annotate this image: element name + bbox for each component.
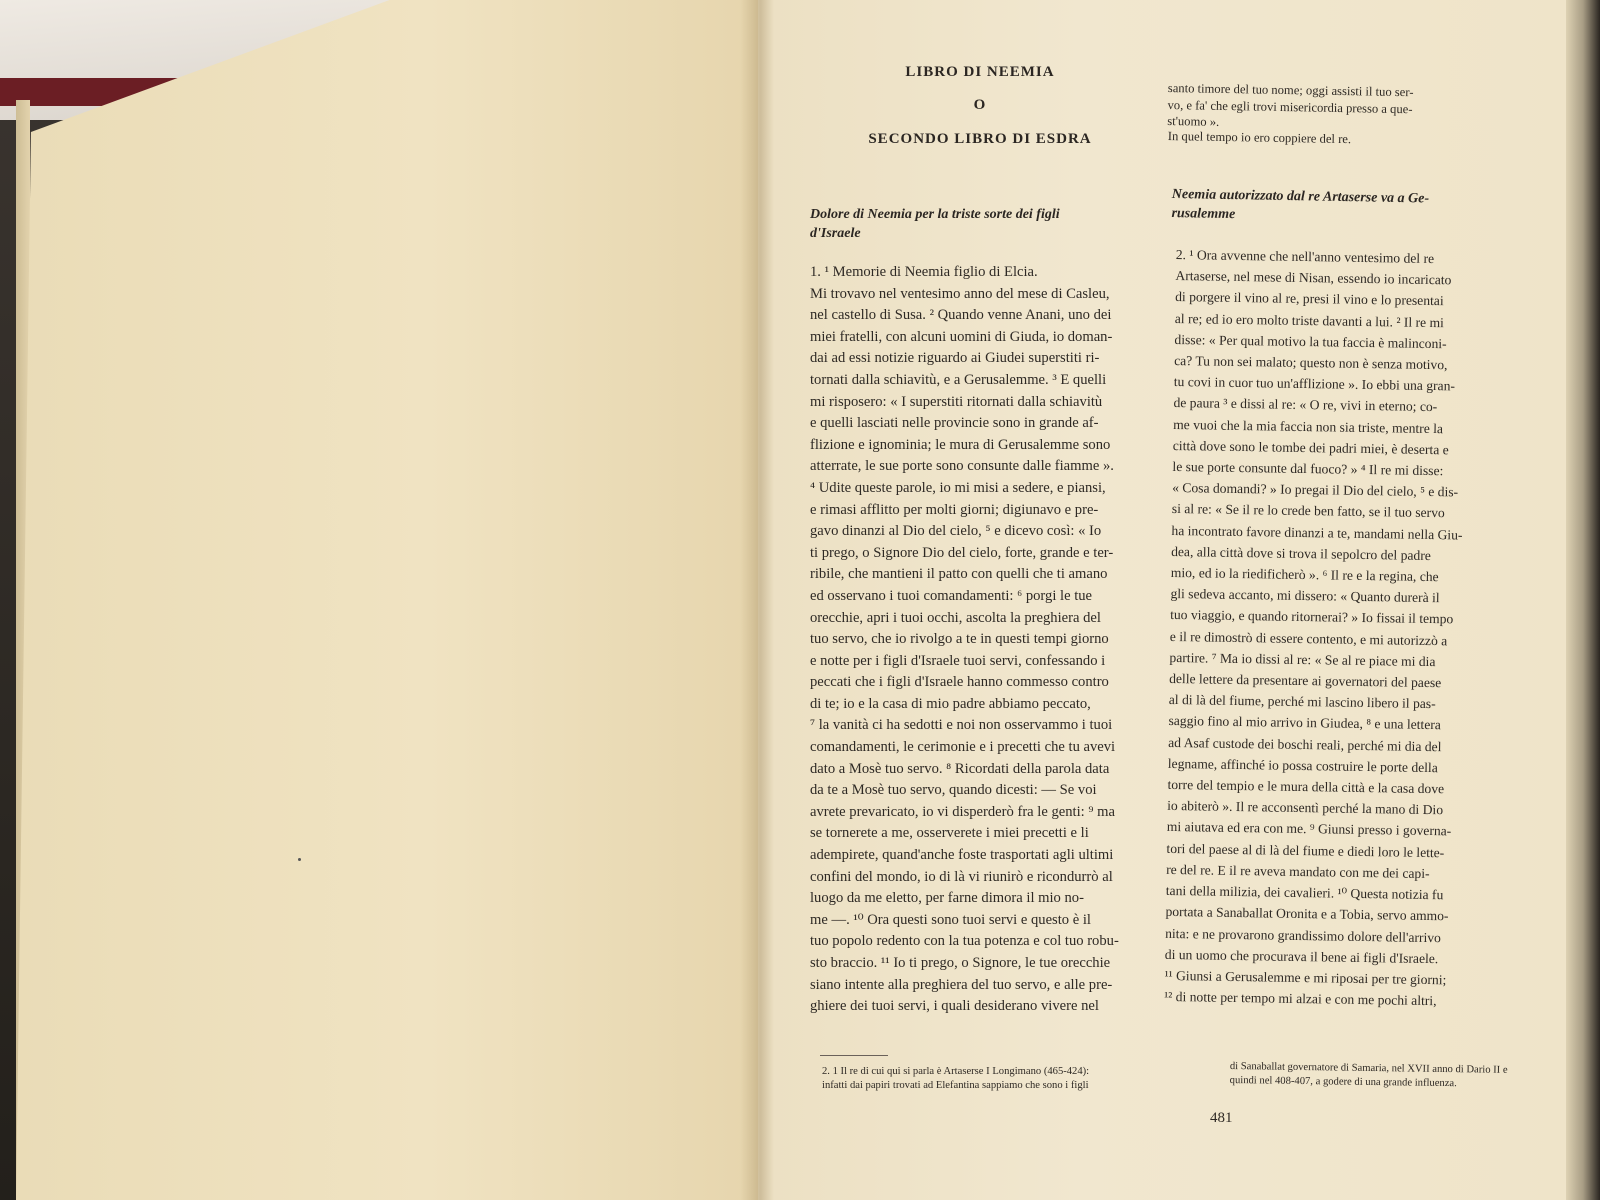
text-line: st'uomo ». — [1167, 113, 1220, 129]
text-line: dato a Mosè tuo servo. ⁸ Ricordati della parola data — [810, 760, 1110, 777]
text-line: e quelli lasciati nelle provincie sono in grande af- — [810, 415, 1099, 432]
text-line: me vuoi che la mia faccia non sia triste, mentre la — [1173, 416, 1444, 436]
text-line: saggio fino al mio arrivo in Giudea, ⁸ e una lettera — [1168, 713, 1441, 733]
text-line: di un uomo che procurava il bene ai figli d'Israele. — [1164, 946, 1439, 966]
text-line: e notte per i figli d'Israele tuoi servi, confessando i — [810, 652, 1106, 669]
text-line: delle lettere da presentare ai governatori del paese — [1169, 671, 1442, 691]
text-line: vo, e fa' che egli trovi misericordia presso a que- — [1167, 97, 1413, 116]
text-line: re del re. E il re aveva mandato con me dei capi- — [1166, 861, 1430, 881]
section-heading-right: Neemia autorizzato dal re Artaserse va a Ge- rusalemme — [1171, 186, 1430, 223]
text-line: peccati che i figli d'Israele hanno commesso contro — [810, 674, 1109, 691]
text-line: tuo servo, che io rivolgo a te in questi tempi giorno — [810, 631, 1109, 648]
left-text-column — [810, 262, 1198, 1018]
text-line: nel castello di Susa. ² Quando venne Anani, uno dei — [810, 307, 1112, 324]
book-title-line1: LIBRO DI NEEMIA — [905, 64, 1055, 80]
text-line: Mi trovavo nel ventesimo anno del mese di Casleu, — [810, 285, 1110, 302]
text-line: 1. ¹ Memorie di Neemia figlio di Elcia. — [810, 264, 1038, 280]
continuation-last-line: In quel tempo io ero coppiere del re. — [1167, 128, 1352, 147]
page-edges-right — [1566, 0, 1600, 1200]
text-line: tori del paese al di là del fiume e diedi loro le lette- — [1166, 840, 1445, 860]
text-line: dai ad essi notizie riguardo ai Giudei superstiti ri- — [810, 350, 1100, 367]
text-line: ghiere dei tuoi servi, i quali desiderano vivere nel — [810, 998, 1099, 1015]
text-line: torre del tempio e le mura della città e la casa dove — [1167, 777, 1445, 797]
text-line: mi risposero: « I superstiti ritornati dalla schiavitù — [810, 393, 1103, 410]
text-line: disse: « Per qual motivo la tua faccia è malinconi- — [1174, 331, 1447, 352]
text-line: tuo viaggio, e quando ritornerai? » Io fissai il tempo — [1170, 607, 1454, 627]
text-line: confini del mondo, io di là vi riunirò e ricondurrò al — [810, 868, 1113, 885]
text-line: ribile, che mantieni il patto con quelli che ti amano — [810, 566, 1108, 583]
continuation-text — [1167, 80, 1508, 135]
text-line: Artaserse, nel mese di Nisan, essendo io incaricato — [1175, 268, 1452, 288]
text-line: città dove sono le tombe dei padri miei, è deserta e — [1172, 437, 1449, 458]
footnote-rule — [820, 1055, 888, 1056]
text-line: gli sedeva accanto, mi dissero: « Quanto durerà il — [1170, 586, 1440, 606]
text-line: comandamenti, le cerimonie e i precetti che tu avevi — [810, 739, 1116, 756]
section-heading-left: Dolore di Neemia per la triste sorte dei figli d'Israele — [810, 207, 1060, 241]
text-line: ⁷ la vanità ci ha sedotti e noi non osservammo i tuoi — [810, 717, 1113, 734]
book-title-line2: O — [973, 97, 987, 113]
text-line: io abiterò ». Il re acconsentì perché la mano di Dio — [1167, 798, 1444, 818]
text-line: ¹² di notte per tempo mi alzai e con me pochi altri, — [1164, 989, 1437, 1009]
right-text-column — [1164, 244, 1536, 1013]
text-line: avrete prevaricato, io vi disperderò fra le genti: ⁹ ma — [810, 803, 1115, 820]
text-line: ¹¹ Giunsi a Gerusalemme e mi riposai per tre giorni; — [1164, 967, 1447, 988]
text-line: gavo dinanzi al Dio del cielo, ⁵ e dicevo così: « Io — [810, 523, 1102, 540]
page-number: 481 — [1210, 1110, 1233, 1126]
text-line: adempirete, quand'anche foste trasportati agli ultimi — [810, 847, 1114, 864]
text-line: si al re: « Se il re lo crede ben fatto, se il tuo servo — [1171, 501, 1445, 521]
book-gutter — [740, 0, 774, 1200]
text-line: flizione e ignominia; le mura di Gerusalemme sono — [810, 436, 1111, 453]
left-blank-page — [16, 0, 763, 1200]
text-line: me —. ¹⁰ Ora questi sono tuoi servi e questo è il — [810, 911, 1091, 928]
text-line: tu covi in cuor tuo un'afflizione ». Io ebbi una gran- — [1173, 374, 1456, 394]
text-line: tornati dalla schiavitù, e a Gerusalemme. ³ E quelli — [810, 371, 1107, 388]
footnote-left: 2. 1 Il re di cui qui si parla è Artaserse I Longimano (465-424): infatti dai papiri trovati ad Elefantina sappiamo che sono i figli — [822, 1066, 1090, 1091]
text-line: al di là del fiume, perché mi lascino libero il pas- — [1168, 692, 1436, 712]
text-line: tani della milizia, dei cavalieri. ¹⁰ Questa notizia fu — [1165, 883, 1444, 903]
text-line: ed osservano i tuoi comandamenti: ⁶ porgi le tue — [810, 587, 1093, 604]
text-line: tuo popolo redento con la tua potenza e col tuo robu- — [810, 933, 1119, 950]
text-line: dea, alla città dove si trova il sepolcro del padre — [1171, 543, 1431, 563]
text-line: santo timore del tuo nome; oggi assisti il tuo ser- — [1167, 80, 1414, 100]
book-title-line3: SECONDO LIBRO DI ESDRA — [868, 131, 1092, 147]
text-line: orecchie, apri i tuoi occhi, ascolta la preghiera del — [810, 609, 1101, 626]
text-line: portata a Sanaballat Oronita e a Tobia, servo ammo- — [1165, 904, 1449, 924]
text-line: e il re dimostrò di essere contento, e mi autorizzò a — [1169, 628, 1448, 648]
text-line: e rimasi afflitto per molti giorni; digiunavo e pre- — [810, 501, 1099, 518]
text-line: nita: e ne provarono grandissimo dolore dell'arrivo — [1165, 925, 1442, 945]
text-line: ⁴ Udite queste parole, io mi misi a sedere, e piansi, — [810, 479, 1106, 496]
text-line: « Cosa domandi? » Io pregai il Dio del cielo, ⁵ e dis- — [1172, 480, 1459, 500]
text-line: mi aiutava ed era con me. ⁹ Giunsi presso i governa- — [1166, 819, 1452, 839]
text-line: legname, affinché io possa costruire le porte della — [1167, 755, 1438, 776]
text-line: de paura ³ e dissi al re: « O re, vivi in eterno; co- — [1173, 395, 1438, 415]
text-line: le sue porte consunte dal fuoco? » ⁴ Il re mi disse: — [1172, 459, 1444, 479]
text-line: atterrate, le sue porte sono consunte dalle fiamme ». — [810, 458, 1114, 475]
text-line: luogo da me eletto, per farne dimora il mio no- — [810, 890, 1084, 907]
text-line: di porgere il vino al re, presi il vino e lo presentai — [1175, 289, 1444, 309]
footnote-right: di Sanaballat governatore di Samaria, nel XVII anno di Dario II e quindi nel 408-407, a godere di una grande influenza. — [1229, 1060, 1508, 1090]
text-line: di te; io e la casa di mio padre abbiamo peccato, — [810, 695, 1091, 712]
text-line: da te a Mosè tuo servo, quando dicesti: — Se voi — [810, 782, 1097, 799]
text-line: sto braccio. ¹¹ Io ti prego, o Signore, le tue orecchie — [810, 955, 1111, 971]
ink-speck — [298, 858, 301, 861]
text-line: se tornerete a me, osserverete i miei precetti e li — [810, 825, 1089, 842]
text-line: partire. ⁷ Ma io dissi al re: « Se al re piace mi dia — [1169, 649, 1436, 669]
text-line: siano intente alla preghiera del tuo servo, e alle pre- — [810, 976, 1113, 993]
text-line: 2. ¹ Ora avvenne che nell'anno ventesimo del re — [1175, 246, 1435, 267]
text-line: ti prego, o Signore Dio del cielo, forte, grande e ter- — [810, 544, 1114, 561]
text-line: ca? Tu non sei malato; questo non è senza motivo, — [1174, 353, 1448, 373]
text-line: ad Asaf custode dei boschi reali, perché mi dia del — [1168, 734, 1442, 754]
text-line: al re; ed io ero molto triste davanti a lui. ² Il re mi — [1174, 310, 1444, 330]
text-line: mio, ed io la riedificherò ». ⁶ Il re e la regina, che — [1170, 565, 1439, 585]
text-line: ha incontrato favore dinanzi a te, mandami nella Giu- — [1171, 522, 1463, 543]
text-line: miei fratelli, con alcuni uomini di Giuda, io doman- — [810, 328, 1113, 345]
